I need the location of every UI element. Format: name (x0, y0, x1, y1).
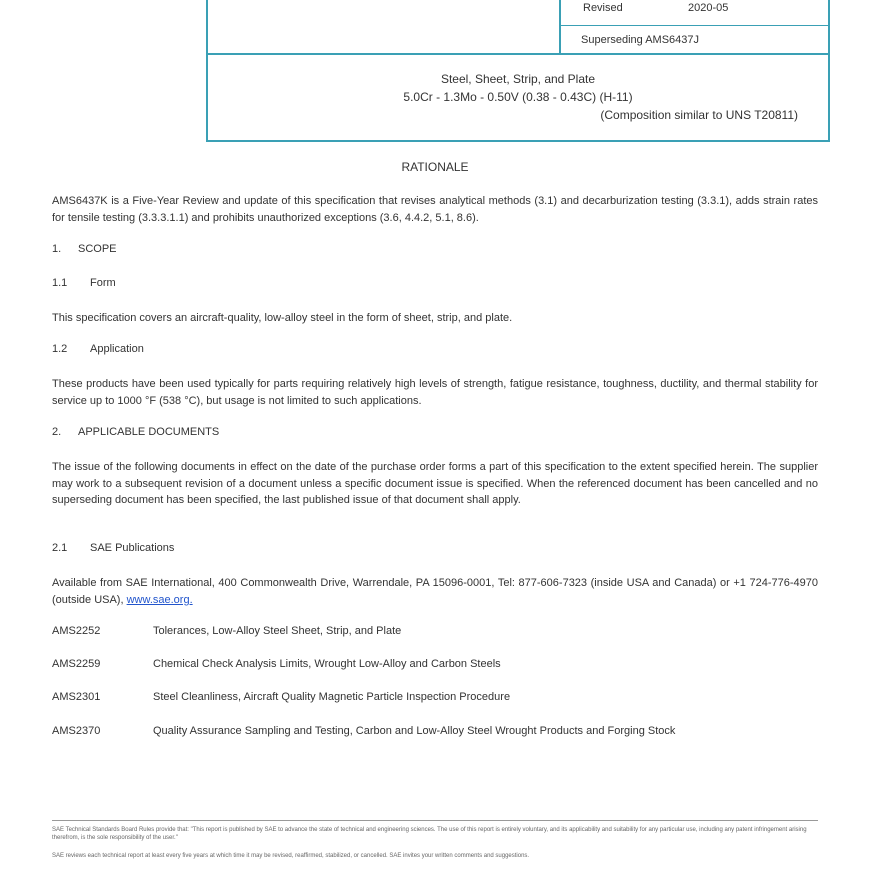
reference-title: Steel Cleanliness, Aircraft Quality Magnetic Particle Inspection Procedure (153, 691, 511, 703)
section-title: SAE Publications (90, 542, 175, 554)
section-2-1-text (52, 575, 818, 608)
document-uns-note: (Composition similar to UNS T20811) (600, 108, 798, 122)
section-title: Form (90, 277, 116, 289)
document-composition: 5.0Cr - 1.3Mo - 0.50V (0.38 - 0.43C) (H-11) (403, 90, 633, 104)
section-number: 1.2 (52, 343, 68, 355)
section-2-text: The issue of the following documents in effect on the date of the purchase order forms a part of this specification to the extent specified herein. The supplier may work to a subsequent revision of a document unless a specific document issue is specified. When the referenced document has been cancelled and no superseding document has been specified, the last published issue of that document shall apply. (52, 461, 818, 506)
section-title: SCOPE (78, 243, 117, 255)
revised-date: 2020-05 (688, 2, 729, 14)
section-1-2-text: These products have been used typically for parts requiring relatively high levels of strength, fatigue resistance, toughness, ductility, and thermal stability for service up to 1000 °F (538 °C), but usage is not limited to such applications. (52, 378, 818, 407)
reference-code: AMS2252 (52, 625, 101, 637)
sae-website-link[interactable]: www.sae.org. (126, 593, 193, 606)
section-number: 2.1 (52, 542, 68, 554)
section-title: Application (90, 343, 144, 355)
reference-code: AMS2370 (52, 725, 101, 737)
reference-title: Chemical Check Analysis Limits, Wrought Low-Alloy and Carbon Steels (153, 658, 501, 670)
rationale-heading: RATIONALE (401, 160, 469, 174)
section-1-1-heading (52, 277, 116, 289)
superseding-text: Superseding AMS6437J (581, 34, 700, 46)
footer-review-note: SAE reviews each technical report at least every five years at which time it may be revised, reaffirmed, stabilized, or cancelled. SAE invites your written comments and suggestions. (52, 853, 530, 859)
title-box (206, 55, 830, 142)
section-1-2-heading (52, 343, 144, 355)
reference-code: AMS2259 (52, 658, 101, 670)
document-title: Steel, Sheet, Strip, and Plate (440, 72, 596, 86)
header-info-box (206, 0, 830, 55)
section-number: 1.1 (52, 277, 68, 289)
footer-disclaimer: SAE Technical Standards Board Rules provide that: "This report is published by SAE to advance the state of technical and engineering sciences. The use of this report is entirely voluntary, and its applicability and suitability for any particular use, including any patent infringement arising therefrom, is the sole responsibility of the user." (52, 827, 807, 841)
reference-title: Quality Assurance Sampling and Testing, Carbon and Low-Alloy Steel Wrought Products and Forging Stock (153, 725, 676, 737)
reference-title: Tolerances, Low-Alloy Steel Sheet, Strip, and Plate (153, 625, 402, 637)
section-2-heading (52, 426, 219, 438)
section-number: 1. (52, 243, 62, 255)
revised-label: Revised (583, 2, 623, 14)
header-row-divider (559, 25, 828, 26)
section-title: APPLICABLE DOCUMENTS (78, 426, 220, 438)
footer-divider (52, 820, 818, 821)
section-2-1-heading (52, 542, 174, 554)
section-1-heading (52, 243, 117, 255)
section-1-1-text: This specification covers an aircraft-quality, low-alloy steel in the form of sheet, strip, and plate. (52, 312, 513, 324)
header-divider (559, 0, 561, 55)
sae-address: Available from SAE International, 400 Commonwealth Drive, Warrendale, PA 15096-0001, Tel: 877-606-7323 (inside USA and Canada) or +1 724-776-4970 (outside USA), (52, 577, 818, 606)
reference-code: AMS2301 (52, 691, 101, 703)
section-number: 2. (52, 426, 62, 438)
rationale-text: AMS6437K is a Five-Year Review and update of this specification that revises analytical methods (3.1) and decarburization testing (3.3.1), adds strain rates for tensile testing (3.3.3.1.1) and prohibits unauthorized exceptions (3.6, 4.4.2, 5.1, 8.6). (52, 195, 818, 224)
